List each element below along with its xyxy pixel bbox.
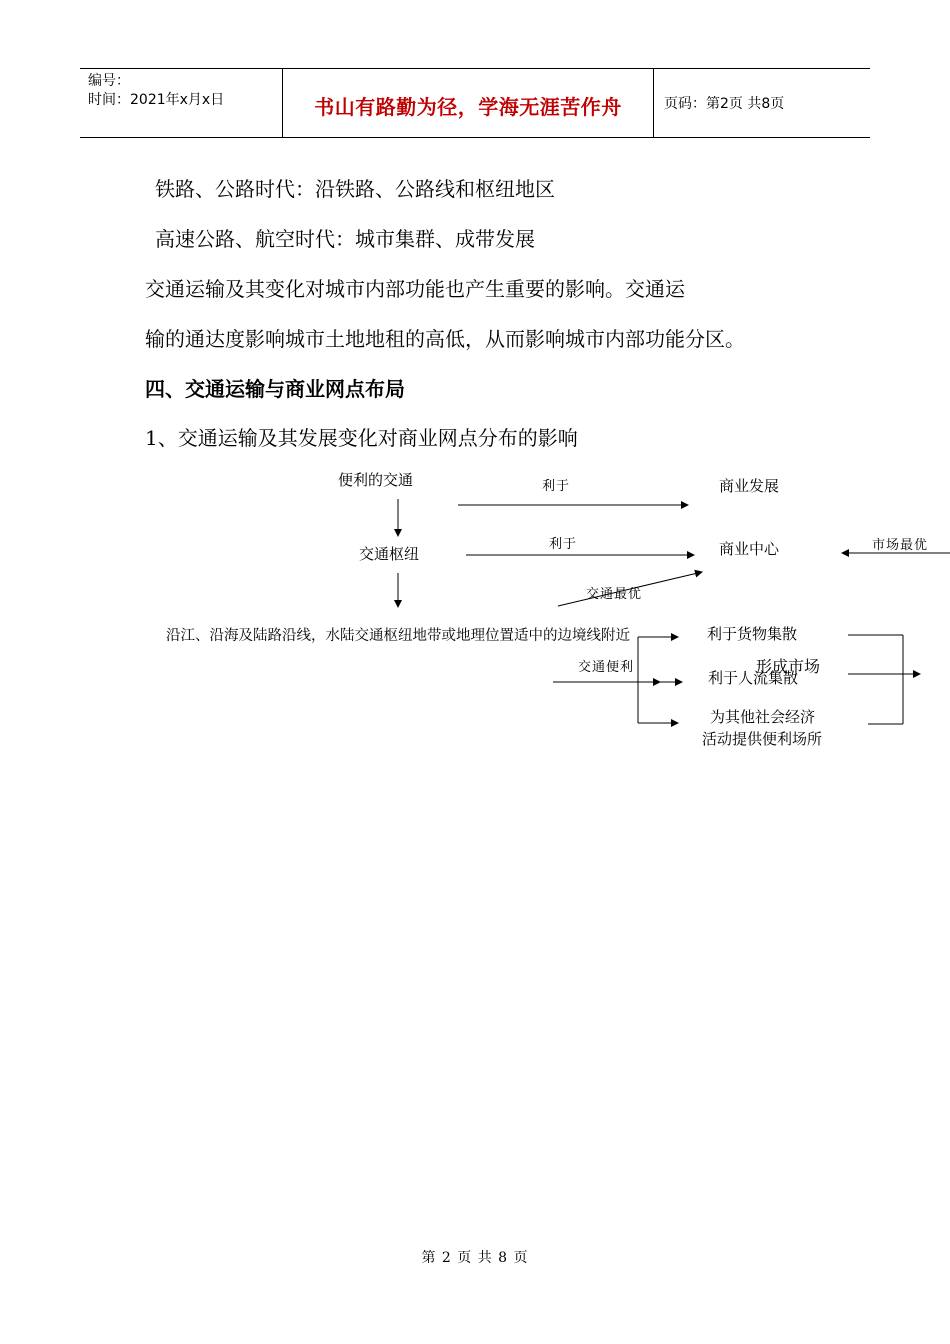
header-motto: 书山有路勤为径，学海无涯苦作舟: [314, 95, 622, 119]
header-page-info: 页码：第2页 共8页: [664, 96, 785, 112]
label-transport-optimal: 交通最优: [586, 587, 643, 602]
node-goods-distribution: 利于货物集散: [707, 625, 798, 643]
section-heading: 四、交通运输与商业网点布局: [145, 377, 405, 401]
subheading: 1、交通运输及其发展变化对商业网点分布的影响: [145, 426, 578, 450]
body-line-railway-era: 铁路、公路时代：沿铁路、公路线和枢纽地区: [155, 177, 555, 201]
node-transport-hub: 交通枢纽: [359, 545, 420, 563]
node-other-activities-line1: 为其他社会经济: [710, 708, 816, 726]
body-line-highway-era: 高速公路、航空时代：城市集群、成带发展: [155, 227, 535, 251]
node-commerce-center: 商业中心: [719, 540, 780, 558]
document-number: 编号：: [88, 73, 130, 89]
label-form-market: 形成市场: [756, 657, 821, 676]
label-benefit-2: 利于: [549, 537, 578, 552]
node-convenient-transport: 便利的交通: [338, 471, 414, 489]
body-paragraph-line-1: 交通运输及其变化对城市内部功能也产生重要的影响。交通运: [145, 277, 685, 301]
label-market-optimal: 市场最优: [872, 538, 929, 553]
node-other-activities-line2: 活动提供便利场所: [702, 730, 823, 748]
node-locations: 沿江、沿海及陆路沿线，水陆交通枢纽地带或地理位置适中的边境线附近: [166, 628, 630, 644]
node-commerce-development: 商业发展: [719, 477, 780, 495]
document-time: 时间：2021年x月x日: [88, 92, 225, 108]
body-paragraph-line-2: 输的通达度影响城市土地地租的高低，从而影响城市内部功能分区。: [145, 327, 745, 351]
page-footer: 第 2 页 共 8 页: [421, 1250, 529, 1266]
node-people-distribution: 利于人流集散: [708, 669, 799, 687]
label-transport-convenient: 交通便利: [578, 660, 635, 675]
label-benefit-1: 利于: [542, 479, 571, 494]
